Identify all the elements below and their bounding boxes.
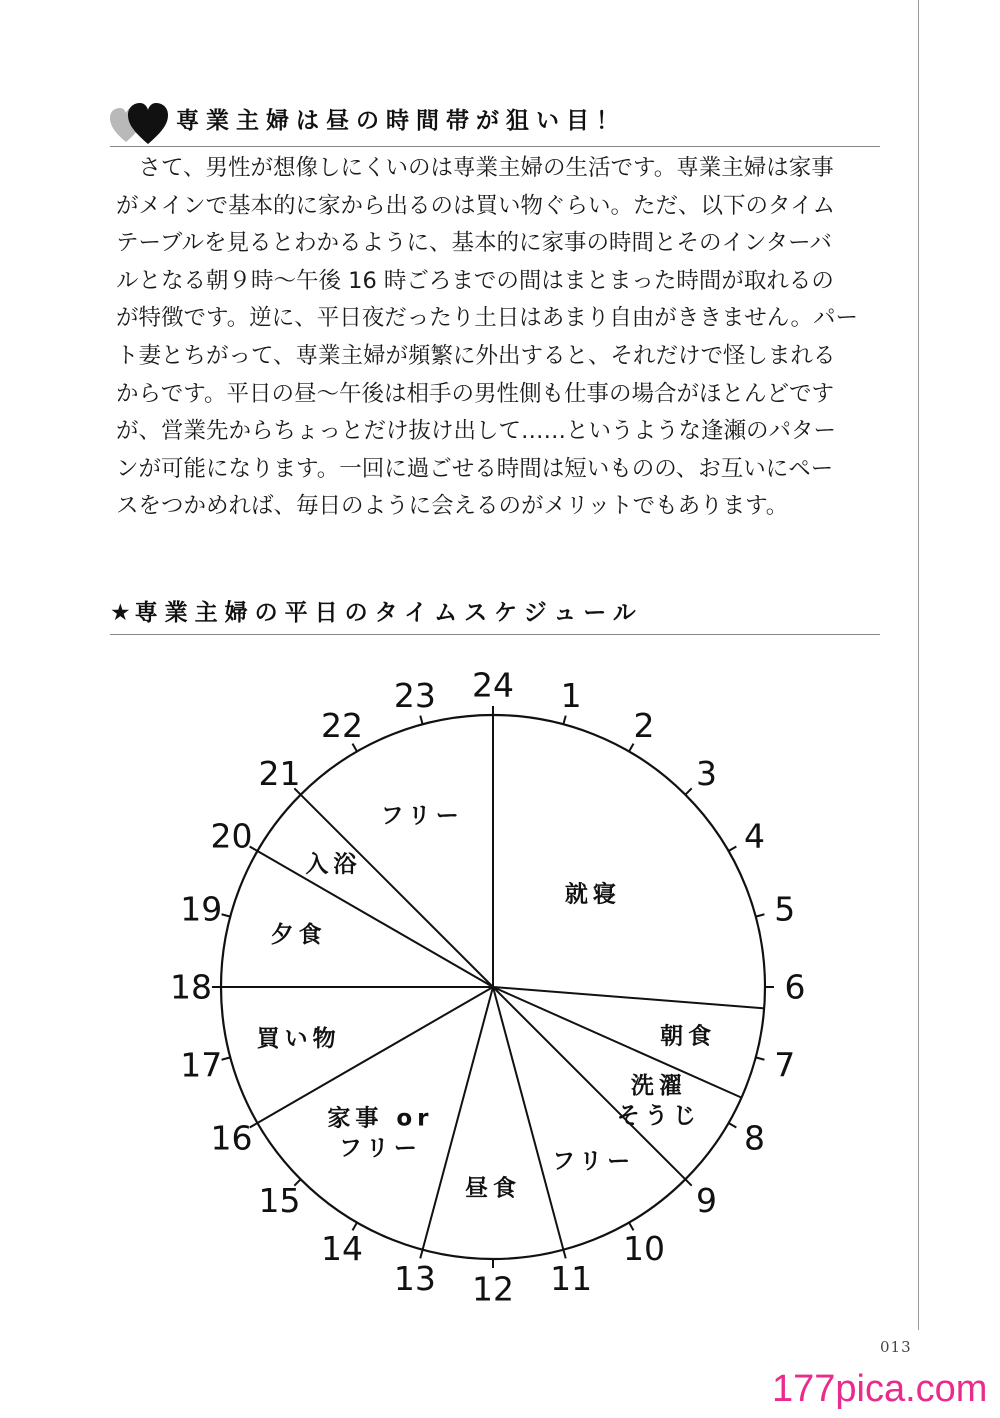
body-line: からです。平日の昼〜午後は相手の男性側も仕事の場合がほとんどです [116, 380, 834, 407]
hour-label: 18 [170, 967, 212, 1007]
hour-label: 20 [210, 816, 253, 856]
hour-tick [729, 847, 737, 852]
segment-label: フリー [552, 1148, 636, 1175]
hour-label: 15 [258, 1181, 301, 1221]
hour-label: 8 [744, 1118, 766, 1158]
segment-divider [493, 987, 563, 1250]
hour-label: 14 [321, 1229, 363, 1269]
article-body [116, 150, 886, 526]
body-line: テーブルを見るとわかるように、基本的に家事の時間とそのインターバ [116, 230, 832, 257]
hour-tick [563, 716, 565, 725]
hour-label: 7 [774, 1045, 796, 1085]
hour-tick [756, 914, 765, 916]
section-title: 専業主婦は昼の時間帯が狙い目！ [176, 108, 626, 134]
body-line: が、営業先からちょっとだけ抜け出して……というような逢瀬のパター [116, 418, 837, 445]
hour-label: 10 [623, 1229, 665, 1269]
hour-tick [222, 1057, 231, 1059]
hour-tick [729, 1123, 737, 1128]
hour-tick [756, 1057, 765, 1059]
segment-divider [257, 851, 493, 987]
segment-label: 就寝 [564, 881, 621, 908]
hour-label: 1 [560, 675, 582, 715]
hour-label: 2 [633, 705, 655, 745]
segment-divider [257, 987, 493, 1123]
hour-tick [563, 1250, 565, 1259]
body-line: がメインで基本的に家から出るのは買い物ぐらい。ただ、以下のタイム [116, 192, 836, 219]
body-line: が特徴です。逆に、平日夜だったり土日はあまり自由がききません。パー [116, 305, 859, 332]
hour-label: 21 [258, 753, 301, 793]
segment-label: フリー [338, 1135, 422, 1162]
hour-label: 12 [472, 1269, 514, 1309]
schedule-title-text: 専業主婦の平日のタイムスケジュール [134, 600, 643, 626]
schedule-clock-chart [0, 640, 1000, 1330]
watermark: 177pica.com [772, 1368, 988, 1410]
hour-label: 6 [784, 967, 806, 1007]
hearts-icon [110, 100, 168, 144]
body-line: さて、男性が想像しにくいのは専業主婦の生活です。専業主婦は家事 [116, 155, 834, 181]
segment-label: 朝食 [660, 1023, 717, 1050]
star-icon: ★ [110, 600, 131, 626]
segment-label: 買い物 [256, 1026, 341, 1053]
hour-tick [685, 788, 691, 794]
hour-label: 16 [210, 1118, 253, 1158]
segment-label: 洗濯 [630, 1073, 687, 1100]
section-heading-schedule [110, 590, 880, 635]
hour-label: 23 [393, 675, 436, 715]
schedule-title [110, 594, 643, 627]
segment-label: フリー [380, 803, 464, 830]
hour-tick [420, 1250, 422, 1259]
body-line: ルとなる朝９時〜午後 16 時ごろまでの間はまとまった時間が取れるの [116, 267, 834, 294]
segment-label: 夕食 [270, 921, 327, 948]
hour-label: 13 [393, 1259, 436, 1299]
hour-label: 5 [774, 889, 796, 929]
hour-label: 24 [472, 665, 514, 705]
clock-diagram [0, 640, 1000, 1330]
segment-label: 家事 or [327, 1105, 434, 1132]
segment-label: 入浴 [305, 851, 362, 878]
hour-tick [222, 914, 231, 916]
hour-tick [685, 1179, 691, 1185]
body-line: ト妻とちがって、専業主婦が頻繁に外出すると、それだけで怪しまれる [116, 342, 836, 369]
section-heading-daytime [110, 96, 880, 147]
hour-label: 22 [321, 705, 363, 745]
hour-tick [420, 716, 422, 725]
hour-label: 17 [180, 1045, 223, 1085]
hour-label: 4 [744, 816, 766, 856]
hour-label: 9 [696, 1181, 718, 1221]
hour-label: 3 [696, 753, 718, 793]
page-number: 013 [880, 1338, 912, 1356]
body-line: スをつかめれば、毎日のように会えるのがメリットでもあります。 [116, 493, 789, 520]
hour-label: 11 [550, 1259, 593, 1299]
hour-label: 19 [180, 889, 223, 929]
segment-label: そうじ [616, 1103, 701, 1130]
body-line: ンが可能になります。一回に過ごせる時間は短いものの、お互いにペー [116, 455, 834, 482]
segment-label: 昼食 [465, 1175, 521, 1202]
